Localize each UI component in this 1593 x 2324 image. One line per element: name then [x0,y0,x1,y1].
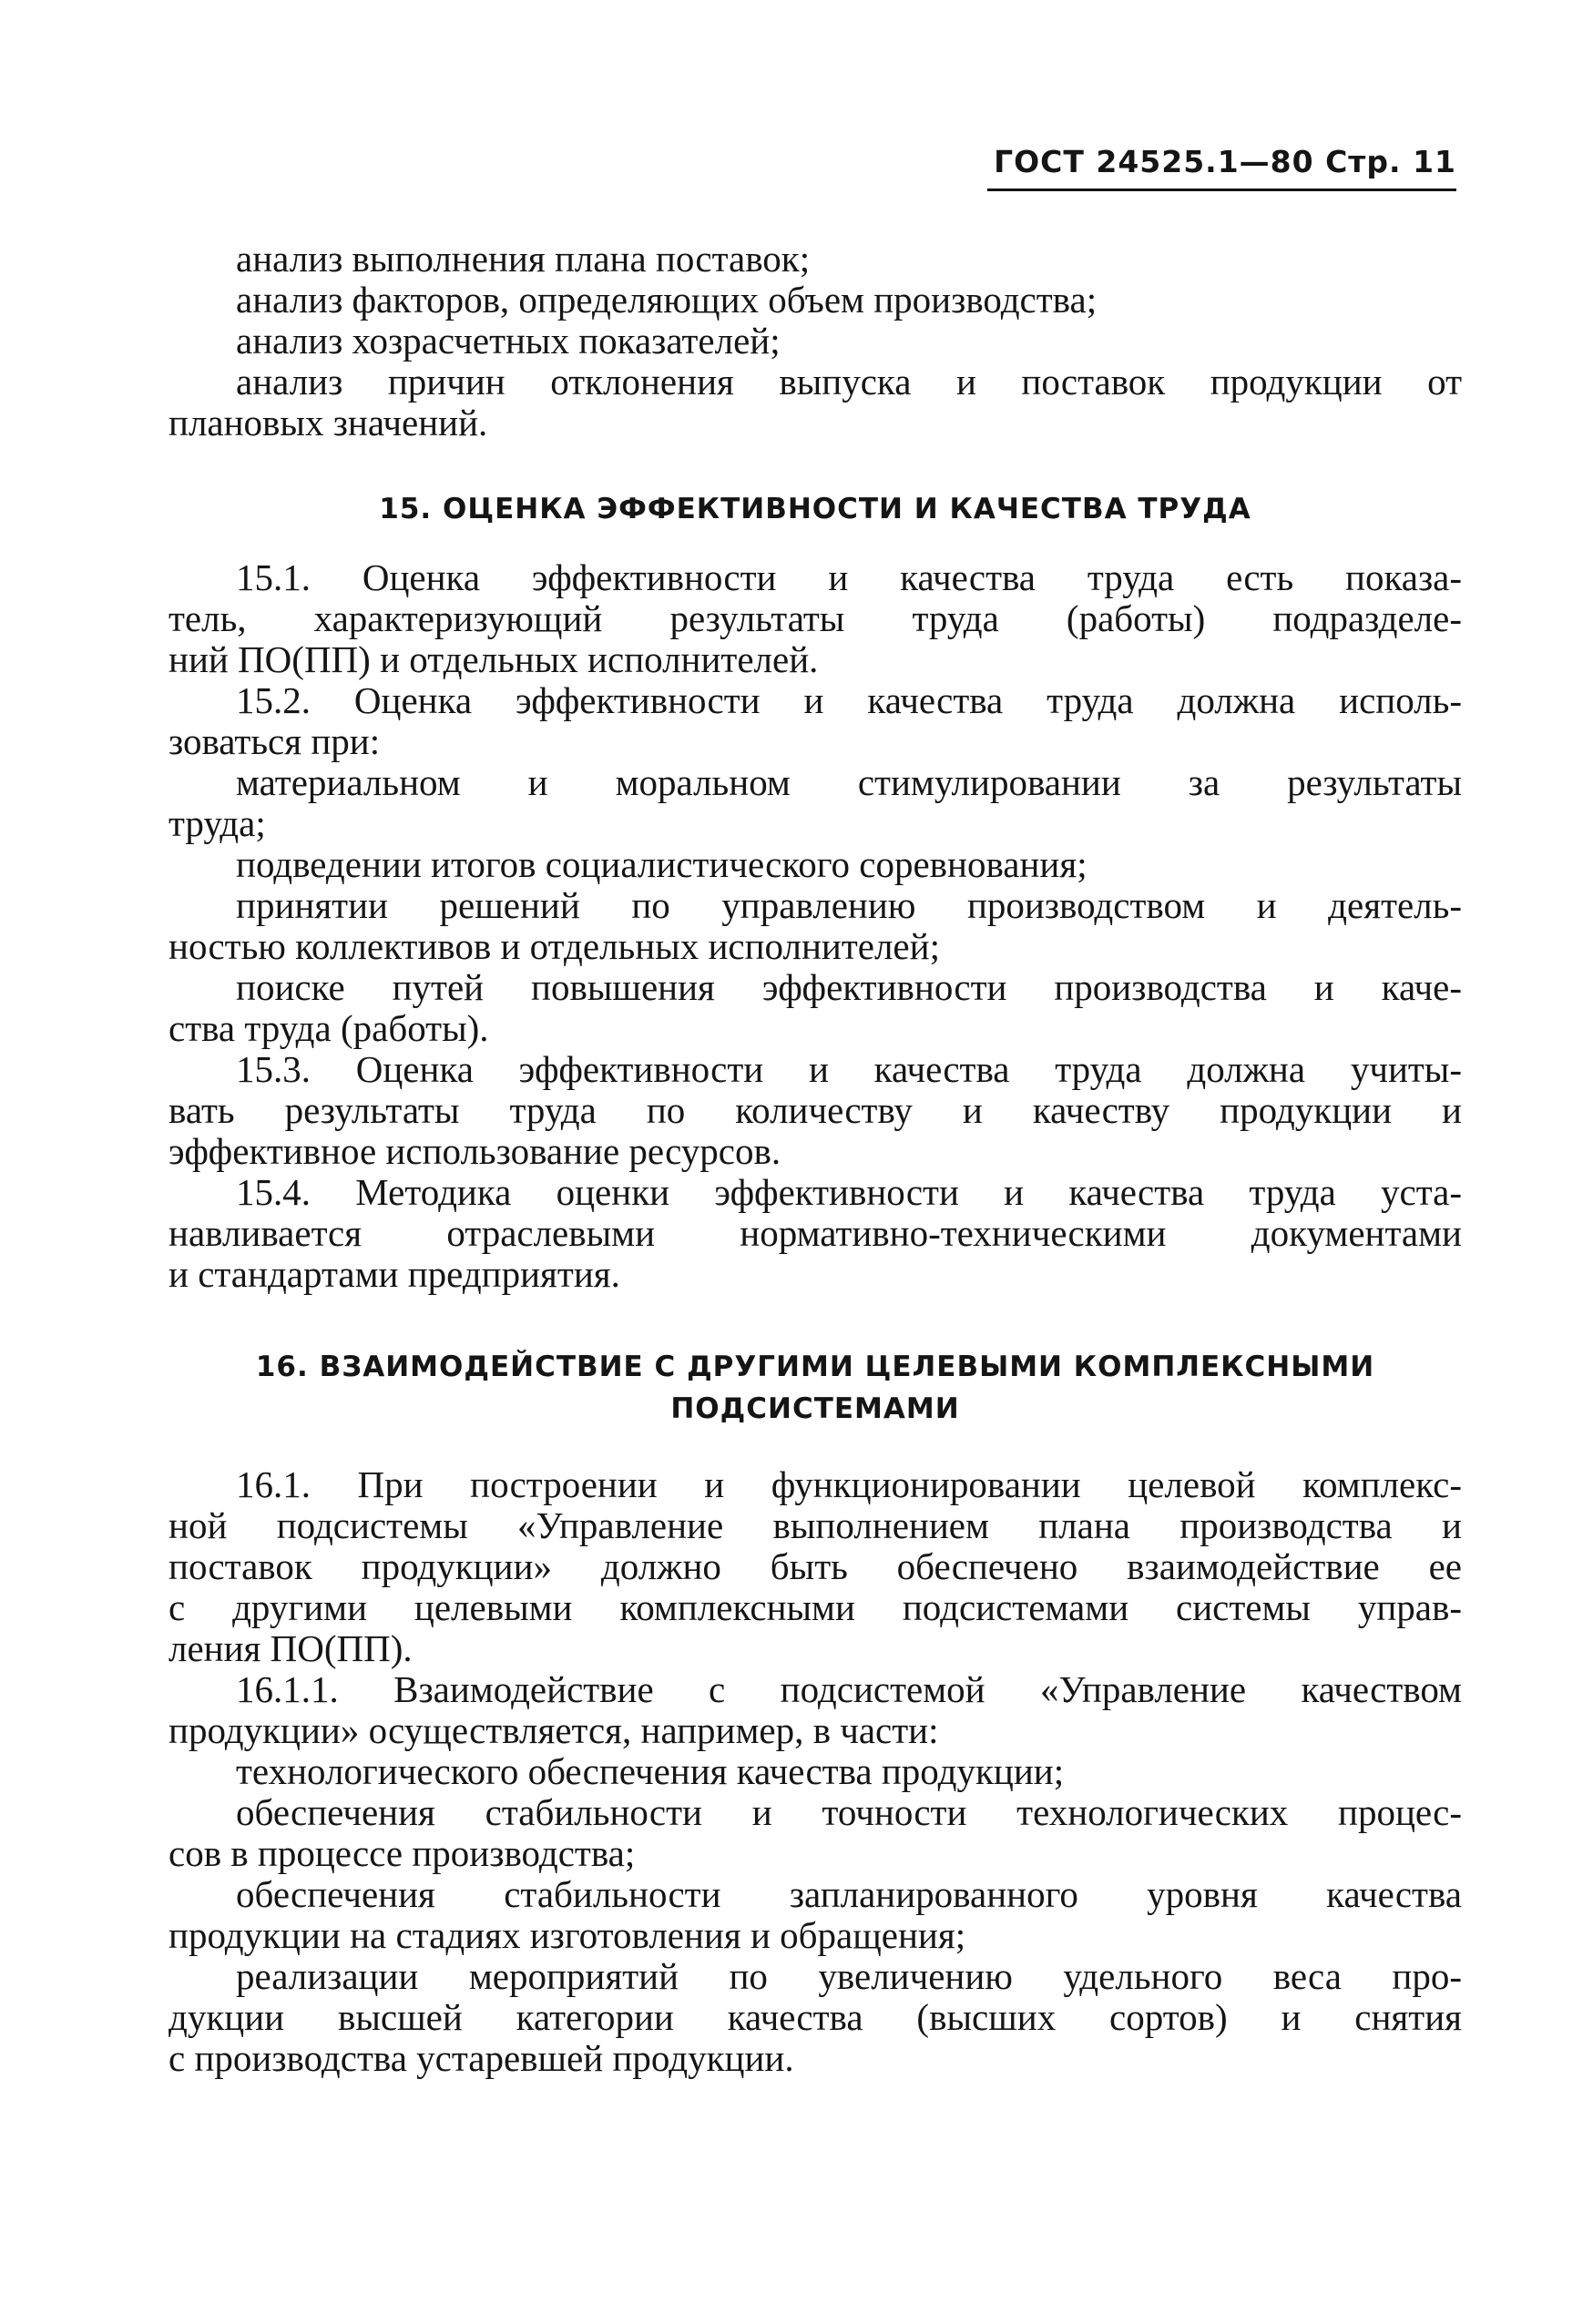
paragraph-line: подведении итогов социалистического соревнования; [236,843,1088,885]
section-15-title: 15. ОЦЕНКА ЭФФЕКТИВНОСТИ И КАЧЕСТВА ТРУДА [379,493,1251,525]
analysis-list [168,239,1462,443]
paragraph-line: труда; [168,802,266,844]
section-15-heading [168,488,1462,530]
paragraph-line: анализ выполнения плана поставок; [236,238,811,280]
paragraph-line: 15.1. Оценка эффективности и качества труда есть показа- [236,556,1462,598]
paragraph-line: анализ хозрасчетных показателей; [236,320,781,362]
paragraph-line: технологического обеспечения качества продукции; [236,1750,1065,1792]
paragraph-line: зоваться при: [168,720,381,762]
paragraph-line: вать результаты труда по количеству и качеству продукции и [168,1089,1462,1131]
paragraph-line: ностью коллективов и отдельных исполнителей; [168,925,940,967]
page-header: ГОСТ 24525.1—80 Стр. 11 [987,144,1456,191]
paragraph-line: 16.1. При построении и функционировании целевой комплекс- [236,1463,1462,1505]
paragraph-line: поставок продукции» должно быть обеспечено взаимодействие ее [168,1545,1462,1587]
paragraph-line: реализации мероприятий по увеличению удельного веса про- [236,1955,1462,1997]
paragraph-line: 15.3. Оценка эффективности и качества труда должна учиты- [236,1048,1462,1090]
section-15-body [168,557,1462,1295]
paragraph-line: ной подсистемы «Управление выполнением плана производства и [168,1504,1462,1546]
section-16-heading [168,1346,1462,1430]
paragraph-line: продукции» осуществляется, например, в части: [168,1709,939,1751]
paragraph-line: поиске путей повышения эффективности производства и каче- [236,966,1462,1008]
paragraph-line: ления ПО(ПП). [168,1627,413,1669]
paragraph-line: 16.1.1. Взаимодействие с подсистемой «Управление качеством [236,1668,1462,1710]
paragraph-line: обеспечения стабильности и точности технологических процес- [236,1791,1462,1833]
section-16-title-line2: ПОДСИСТЕМАМИ [670,1392,960,1425]
paragraph-line: плановых значений. [168,402,488,443]
paragraph-line: эффективное использование ресурсов. [168,1130,781,1172]
paragraph-line: материальном и моральном стимулировании за результаты [236,761,1462,803]
section-16-body [168,1464,1462,2079]
paragraph-line: и стандартами предприятия. [168,1253,620,1295]
paragraph-line: обеспечения стабильности запланированного уровня качества [236,1873,1462,1915]
paragraph-line: анализ причин отклонения выпуска и поставок продукции от [236,361,1462,403]
paragraph-line: с производства устаревшей продукции. [168,2037,794,2079]
paragraph-line: 15.4. Методика оценки эффективности и качества труда уста- [236,1171,1462,1213]
paragraph-line: анализ факторов, определяющих объем производства; [236,279,1098,321]
paragraph-line: сов в процессе производства; [168,1832,636,1874]
paragraph-line: ний ПО(ПП) и отдельных исполнителей. [168,638,819,680]
paragraph-line: продукции на стадиях изготовления и обращения; [168,1914,966,1956]
paragraph-line: навливается отраслевыми нормативно-техническими документами [168,1212,1462,1254]
section-16-title-line1: 16. ВЗАИМОДЕЙСТВИЕ С ДРУГИМИ ЦЕЛЕВЫМИ КОМПЛЕКСНЫМИ [255,1351,1375,1383]
paragraph-line: принятии решений по управлению производством и деятель- [236,884,1462,926]
paragraph-line: ства труда (работы). [168,1007,489,1049]
paragraph-line: дукции высшей категории качества (высших сортов) и снятия [168,1996,1462,2038]
paragraph-line: 15.2. Оценка эффективности и качества труда должна исполь- [236,679,1462,721]
paragraph-line: с другими целевыми комплексными подсистемами системы управ- [168,1586,1462,1628]
paragraph-line: тель, характеризующий результаты труда (работы) подразделе- [168,597,1462,639]
